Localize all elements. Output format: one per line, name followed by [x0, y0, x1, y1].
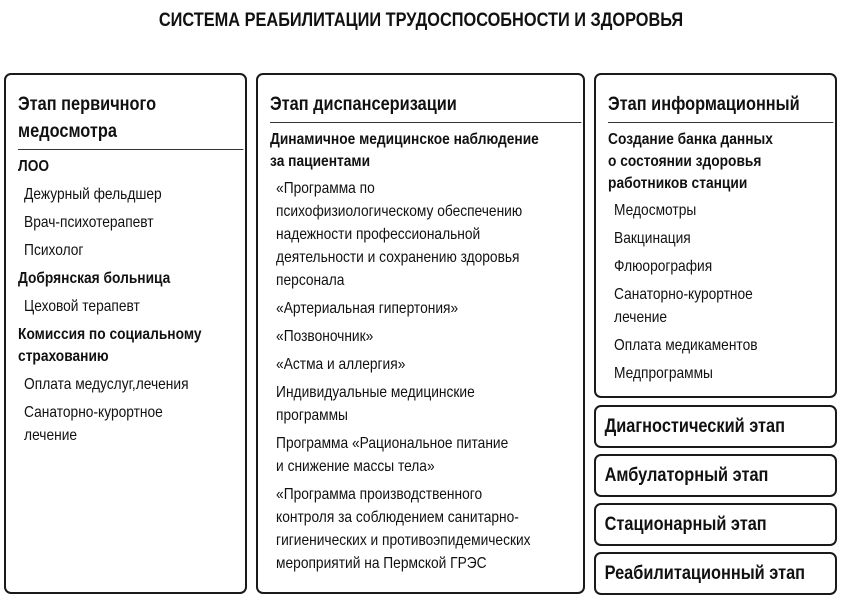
list-item: Оплата медикаментов: [614, 337, 758, 354]
stage-diagnostic-box: [594, 405, 837, 448]
list-item: Санаторно-курортное лечение: [24, 404, 163, 444]
program-item: «Программа по психофизиологическому обеспечению надежности профессиональной деятельности и сохранению здоровья персонала: [276, 180, 523, 289]
stage-label: Амбулаторный этап: [604, 465, 769, 486]
list-item: Психолог: [24, 242, 84, 259]
stage-label: Реабилитационный этап: [604, 563, 806, 584]
stage-outpatient-box: [594, 454, 837, 497]
group-loo-label: ЛОО: [18, 158, 50, 175]
group-commission-label: Комиссия по социальному страхованию: [18, 326, 202, 365]
list-item: Врач-психотерапевт: [24, 214, 154, 231]
informational-box: [594, 73, 837, 398]
dispensary-heading: Этап диспансеризации: [270, 91, 581, 123]
list-item: Медпрограммы: [614, 365, 713, 382]
list-item: Дежурный фельдшер: [24, 186, 162, 203]
list-item: Флюорография: [614, 258, 713, 275]
list-item: Цеховой терапевт: [24, 298, 140, 315]
dispensary-subheading: Динамичное медицинское наблюдение за пациентами: [270, 131, 539, 170]
list-item: Медосмотры: [614, 202, 697, 219]
group-hospital-label: Добрянская больница: [18, 270, 171, 287]
stage-label: Стационарный этап: [604, 514, 767, 535]
program-item: «Программа производственного контроля за соблюдением санитарно- гигиенических и противоэпидемических мероприятий на Пермской ГРЭС: [276, 486, 531, 572]
list-item: Вакцинация: [614, 230, 691, 247]
program-item: Индивидуальные медицинские программы: [276, 384, 475, 424]
program-item: «Позвоночник»: [276, 328, 374, 345]
informational-heading: Этап информационный: [608, 91, 833, 123]
stage-label: Диагностический этап: [604, 416, 785, 437]
informational-subheading: Создание банка данных о состоянии здоровья работников станции: [608, 131, 773, 192]
program-item: Программа «Рациональное питание и снижение массы тела»: [276, 435, 509, 475]
program-item: «Артериальная гипертония»: [276, 300, 459, 317]
primary-checkup-box: [4, 73, 247, 594]
stage-rehabilitation-box: [594, 552, 837, 595]
dispensary-box: [256, 73, 585, 594]
stage-inpatient-box: [594, 503, 837, 546]
primary-checkup-heading: Этап первичного медосмотра: [18, 91, 243, 150]
list-item: Санаторно-курортное лечение: [614, 286, 753, 326]
list-item: Оплата медуслуг,лечения: [24, 376, 189, 393]
program-item: «Астма и аллергия»: [276, 356, 406, 373]
diagram-title: СИСТЕМА РЕАБИЛИТАЦИИ ТРУДОСПОСОБНОСТИ И ЗДОРОВЬЯ: [158, 10, 684, 31]
